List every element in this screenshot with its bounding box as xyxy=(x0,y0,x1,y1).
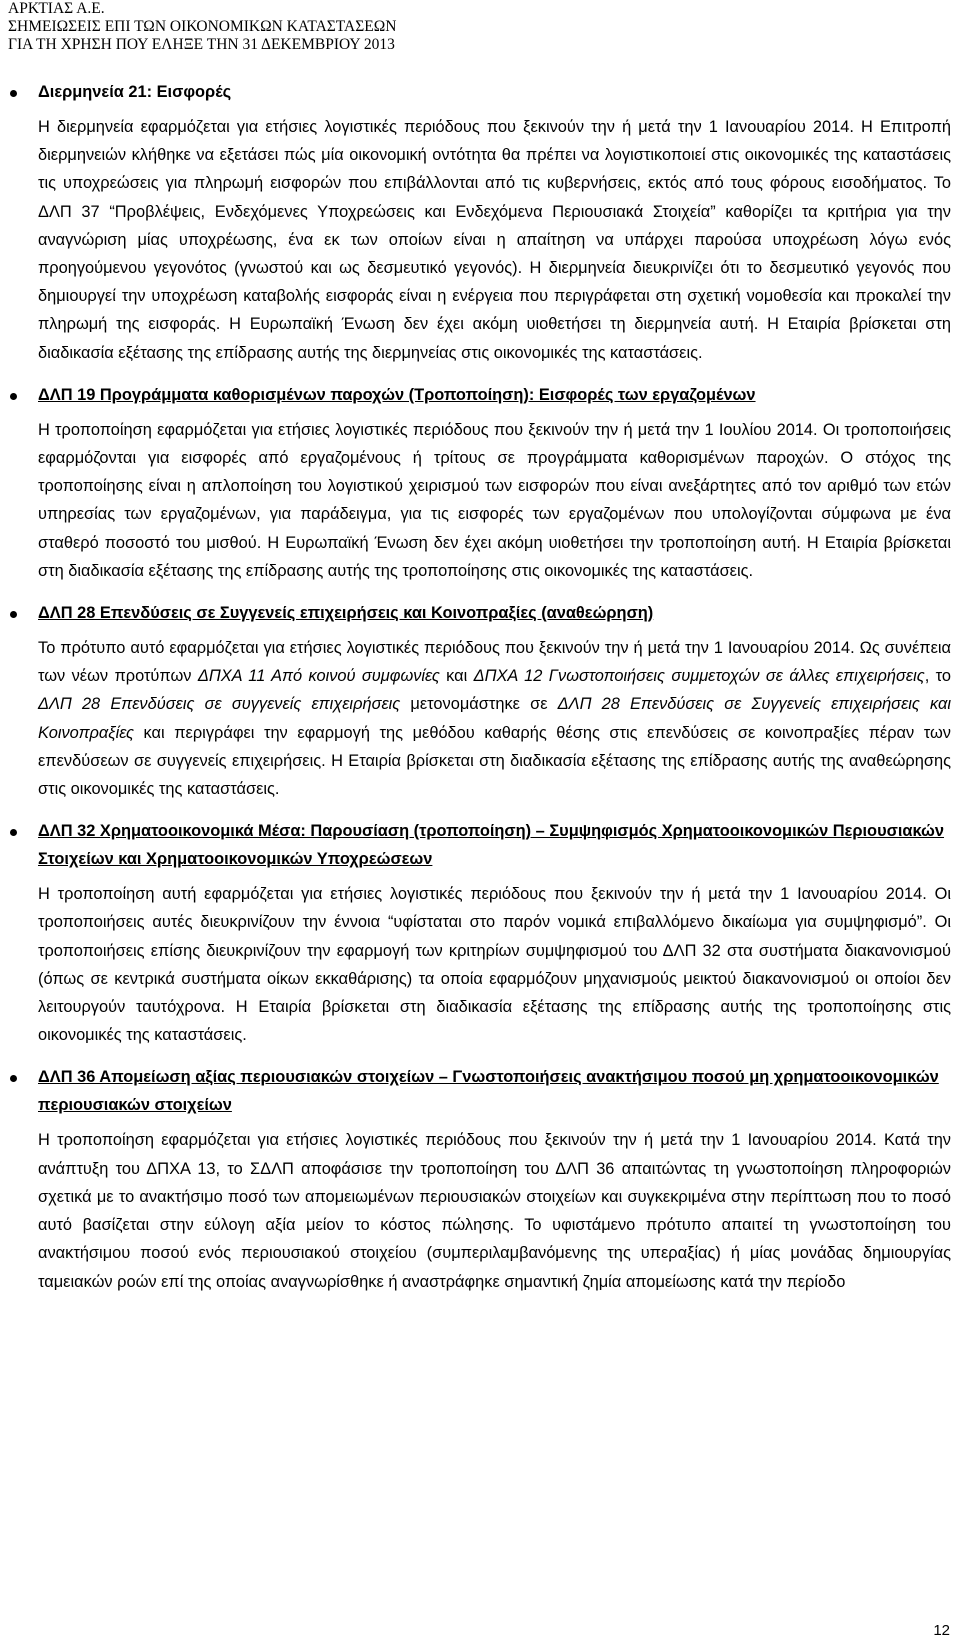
section-paragraph: Η τροποποίηση εφαρμόζεται για ετήσιες λογιστικές περιόδους που ξεκινούν την ή μετά την 1 Ιανουαρίου 2014. Κατά την ανάπτυξη του ΔΠΧΑ 13, το ΣΔΛΠ αποφάσισε την τροποποίηση του ΔΛΠ 36 απαιτώντας τη γνωστοποίηση πληροφοριών σχετικά με το ανακτήσιμο ποσό των απομειωμένων περιουσιακών στοιχείων και συγκεκριμένα στην περίπτωση που το ποσό αυτό βασίζεται στην εύλογη αξία μείον το κόστος πώλησης. Το υφιστάμενο πρότυπο απαιτεί τη γνωστοποίηση του ανακτήσιμου ποσού ενός περιουσιακού στοιχείου (συμπεριλαμβανόμενης της υπεραξίας) ή μίας μονάδας δημιουργίας ταμειακών ροών επί της οποίας αναγνωρίσθηκε ή αναστράφηκε σημαντική ζημία απομείωσης κατά την περίοδο xyxy=(38,1131,951,1291)
paragraph-part-italic: ΔΛΠ 28 Επενδύσεις σε συγγενείς επιχειρήσεις xyxy=(38,695,401,714)
header-company: ΑΡΚΤΙΑΣ Α.Ε. xyxy=(8,0,105,17)
section-paragraph xyxy=(38,634,951,803)
page-number: 12 xyxy=(933,1622,950,1639)
section-paragraph: Η τροποποίηση εφαρμόζεται για ετήσιες λογιστικές περιόδους που ξεκινούν την ή μετά την 1 Ιουλίου 2014. Οι τροποποιήσεις εφαρμόζονται για εισφορές από εργαζομένους ή τρίτους σε προγράμματα καθορισμένων παροχών. Ο στόχος της τροποποίησης είναι η απλοποίηση του λογιστικού χειρισμού των εισφορών που είναι ανεξάρτητες από τον αριθμό των ετών υπηρεσίας των εργαζομένων, για παράδειγμα, για τις εισφορές των εργαζομένων που υπολογίζονται σύμφωνα με ένα σταθερό ποσοστό του μισθού. Η Ευρωπαϊκή Ένωση δεν έχει ακόμη υιοθετήσει την τροποποίηση αυτή. Η Εταιρία βρίσκεται στη διαδικασία εξέτασης της επίδρασης αυτής της τροποποίησης στις οικονομικές της καταστάσεις. xyxy=(38,420,951,580)
section-paragraph: Η διερμηνεία εφαρμόζεται για ετήσιες λογιστικές περιόδους που ξεκινούν την ή μετά την 1 Ιανουαρίου 2014. Η Επιτροπή διερμηνειών κλήθηκε να εξετάσει πώς μία οικονομική οντότητα θα πρέπει να λογιστικοποιεί στις οικονομικές της καταστάσεις τις υποχρεώσεις για πληρωμή εισφορών που επιβάλλονται από τις κυβερνήσεις, εκτός από τους φόρους εισοδήματος. Το ΔΛΠ 37 “Προβλέψεις, Ενδεχόμενες Υποχρεώσεις και Ενδεχόμενα Περιουσιακά Στοιχεία” καθορίζει τα κριτήρια για την αναγνώριση μίας υποχρέωσης, ένα εκ των οποίων είναι η απαίτηση να υπάρχει παρούσα υποχρέωση λόγω ενός προηγούμενου γεγονότος (γνωστού και ως δεσμευτικό γεγονός). Η διερμηνεία διευκρινίζει ότι το δεσμευτικό γεγονός που δημιουργεί την υποχρέωση καταβολής εισφοράς είναι η ενέργεια που περιγράφεται στη σχετική νομοθεσία και προκαλεί την πληρωμή της εισφοράς. Η Ευρωπαϊκή Ένωση δεν έχει ακόμη υιοθετήσει τη διερμηνεία αυτή. Η Εταιρία βρίσκεται στη διαδικασία εξέτασης της επίδρασης αυτής της διερμηνείας στις οικονομικές της καταστάσεις. xyxy=(38,118,951,362)
section-heading-text: ΔΛΠ 36 Απομείωση αξίας περιουσιακών στοιχείων – Γνωστοποιήσεις ανακτήσιμου ποσού μη χρηματοοικονομικών περιουσιακών στοιχείων xyxy=(38,1068,939,1115)
section-paragraph: Η τροποποίηση αυτή εφαρμόζεται για ετήσιες λογιστικές περιόδους που ξεκινούν την ή μετά την 1 Ιανουαρίου 2014. Οι τροποποιήσεις αυτές διευκρινίζουν την έννοια “υφίσταται στο παρόν νομικά επιβαλλόμενο δικαίωμα για συμψηφισμό”. Οι τροποποιήσεις επίσης διευκρινίζουν την εφαρμογή των κριτηρίων συμψηφισμού του ΔΛΠ 32 στα συστήματα διακανονισμού (όπως σε κεντρικά συστήματα οίκων εκκαθάρισης) τα οποία εφαρμόζουν μηχανισμούς μεικτού διακανονισμού οι οποίοι δεν λειτουργούν ταυτόχρονα. Η Εταιρία βρίσκεται στη διαδικασία εξέτασης της επίδρασης αυτής της τροποποίησης στις οικονομικές της καταστάσεις. xyxy=(38,885,951,1045)
header-period: ΓΙΑ ΤΗ ΧΡΗΣΗ ΠΟΥ ΕΛΗΞΕ ΤΗΝ 31 ΔΕΚΕΜΒΡΙΟΥ 2013 xyxy=(8,36,395,53)
bullet-icon xyxy=(10,1075,17,1082)
header-title: ΣΗΜΕΙΩΣΕΙΣ ΕΠΙ ΤΩΝ ΟΙΚΟΝΟΜΙΚΩΝ ΚΑΤΑΣΤΑΣΕΩΝ xyxy=(8,18,397,35)
paragraph-part: , το xyxy=(924,667,952,686)
section-ias-36 xyxy=(8,1063,951,1295)
paragraph-part: μετονομάστηκε σε xyxy=(400,695,558,714)
section-heading xyxy=(38,1063,951,1119)
section-ias-32 xyxy=(8,817,951,1049)
paragraph-part-italic: ΔΠΧΑ 12 Γνωστοποιήσεις συμμετοχών σε άλλες επιχειρήσεις xyxy=(473,667,925,686)
section-ias-19 xyxy=(8,381,951,585)
paragraph-part-italic: ΔΛΠ 28 Επενδύσεις σε Συγγενείς επιχειρήσεις και Κοινοπραξίες xyxy=(38,695,952,742)
section-ias-28 xyxy=(8,599,951,803)
paragraph-part: Το πρότυπο αυτό εφαρμόζεται για ετήσιες λογιστικές περιόδους που ξεκινούν την ή μετά την 1 Ιανουαρίου 2014. Ως συνέπεια των νέων προτύπων xyxy=(38,639,951,686)
section-heading-text: ΔΛΠ 28 Επενδύσεις σε Συγγενείς επιχειρήσεις και Κοινοπραξίες (αναθεώρηση) xyxy=(38,604,654,623)
section-heading-text: ΔΛΠ 19 Προγράμματα καθορισμένων παροχών (Τροποποίηση): Εισφορές των εργαζομένων xyxy=(38,385,756,404)
bullet-icon xyxy=(10,90,17,97)
section-ifric-21 xyxy=(8,78,951,367)
bullet-icon xyxy=(10,611,17,618)
bullet-icon xyxy=(10,829,17,836)
section-heading-text: ΔΛΠ 32 Χρηματοοικονομικά Μέσα: Παρουσίαση (τροποποίηση) – Συμψηφισμός Χρηματοοικονομικών Περιουσιακών Στοιχείων και Χρηματοοικονομικών Υποχρεώσεων xyxy=(38,822,945,869)
section-heading xyxy=(38,817,951,873)
paragraph-part-italic: ΔΠΧΑ 11 Από κοινού συμφωνίες xyxy=(197,667,440,686)
section-heading xyxy=(38,381,951,409)
bullet-icon xyxy=(10,393,17,400)
section-heading: Διερμηνεία 21: Εισφορές xyxy=(38,83,232,101)
paragraph-part: και xyxy=(439,667,474,686)
section-heading xyxy=(38,599,951,627)
document-body xyxy=(8,78,951,1310)
paragraph-part: και περιγράφει την εφαρμογή της μεθόδου καθαρής θέσης στις επενδύσεις σε κοινοπραξίες πέραν των επενδύσεων σε συγγενείς επιχειρήσεις. Η Εταιρία βρίσκεται στη διαδικασία εξέτασης της επίδρασης αυτής της αναθεώρησης στις οικονομικές της καταστάσεις. xyxy=(38,723,951,799)
document-header xyxy=(8,0,396,54)
